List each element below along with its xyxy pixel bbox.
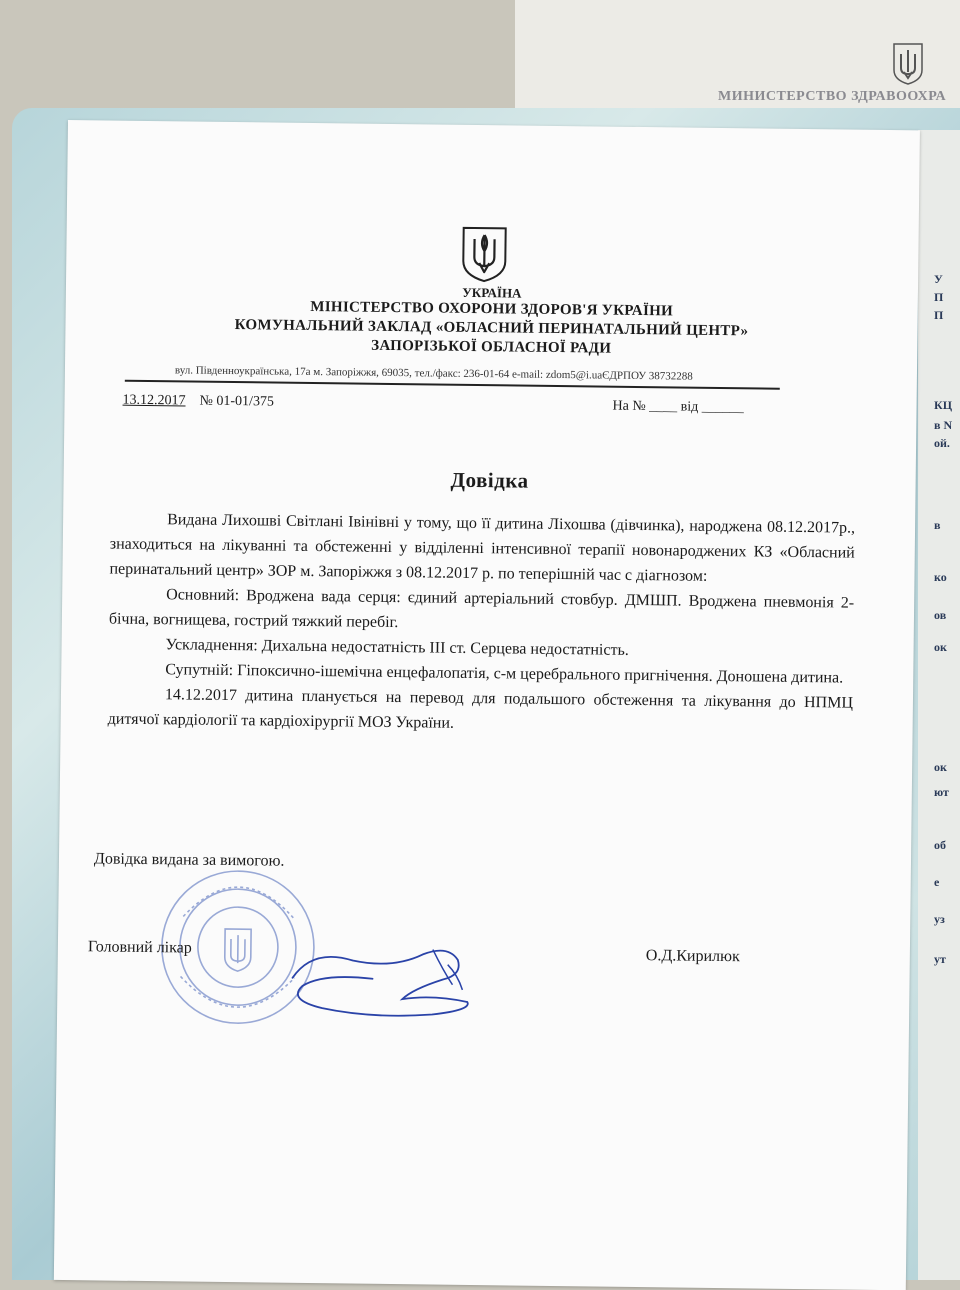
document-body — [108, 507, 856, 741]
header-country: УКРАЇНА — [462, 284, 522, 301]
background-page-fragment: У П П КЦ в N ой. в ко ов ок ок ют об е уз ут — [918, 130, 960, 1280]
header-address: вул. Південноукраїнська, 17а м. Запоріжжя, 69035, тел./факс: 236-01-64 e-mail: zdom5@i.uaЄДРПОУ 38732288 — [174, 364, 693, 383]
signer-name: О.Д.Кирилюк — [645, 947, 740, 966]
paragraph-complications: Ускладнення: Дихальна недостатність ІІІ ст. Серцева недостатність. — [165, 636, 629, 659]
registration-number: № 01-01/375 — [199, 393, 275, 410]
registration-date: 13.12.2017 — [122, 392, 186, 409]
paragraph-issued-to: Видана Лихошві Світлані Івінівні у тому, що її дитина Ліхошва (дівчинка), народжена 08.12.2017р., знаходиться на лікуванні та обстеженні у відділенні інтенсивної терапії новонароджених КЗ «Обласний перинатальний центр» ЗОР м. Запоріжжя з 08.12.2017 р. по теперішній час с діагнозом: — [109, 511, 856, 585]
paragraph-main-diagnosis: Основний: Вроджена вада серця: єдиний артеріальний стовбур. ДМШП. Вроджена пневмонія 2-бічна, вогнищева, гострий тяжкий перебіг. — [108, 586, 855, 632]
trident-icon — [890, 42, 926, 86]
coat-of-arms-icon — [459, 225, 510, 284]
issued-note: Довідка видана за вимогою. — [93, 850, 285, 870]
header-council: ЗАПОРІЗЬКОЇ ОБЛАСНОЇ РАДИ — [371, 337, 612, 357]
paragraph-concomitant: Супутній: Гіпоксично-ішемічна енцефалопатія, с-м церебрального пригнічення. Доношена дитина. — [165, 661, 844, 687]
registration-line — [122, 393, 274, 411]
certificate-sheet — [54, 120, 920, 1290]
paragraph-transfer: 14.12.2017 дитина планується на перевод для подальшого обстеження та лікування до НПМЦ дитячої кардіології та кардіохірургії МОЗ України. — [107, 686, 854, 732]
background-header-line1: МИНИСТЕРСТВО ЗДРАВООХРА — [718, 89, 947, 104]
header-institution: КОМУНАЛЬНИЙ ЗАКЛАД «ОБЛАСНИЙ ПЕРИНАТАЛЬНИЙ ЦЕНТР» — [234, 317, 749, 340]
document-title: Довідка — [450, 467, 529, 493]
header-ministry: МІНІСТЕРСТВО ОХОРОНИ ЗДОРОВ'Я УКРАЇНИ — [310, 298, 674, 320]
reply-reference: На № ____ від ______ — [612, 398, 744, 416]
signature — [282, 938, 483, 1020]
chief-title: Головний лікар — [87, 938, 192, 957]
